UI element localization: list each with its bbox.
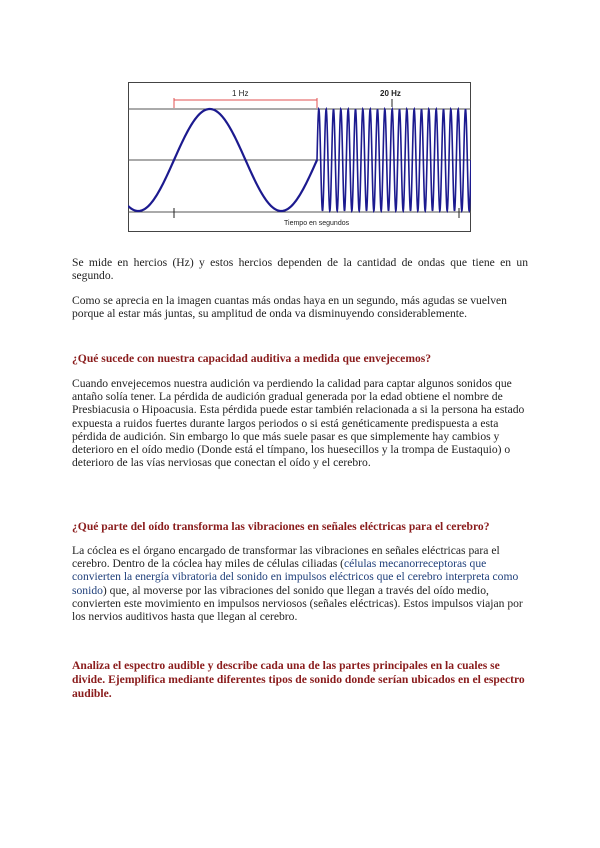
heading-assignment: Analiza el espectro audible y describe cada una de las partes principales en la cuales se divide. Ejemplifica mediante diferentes tipos de sonido donde serían ubicados en el espectro audible. xyxy=(72,659,525,700)
frequency-figure xyxy=(128,82,471,232)
paragraph-cochlea xyxy=(72,544,528,623)
paragraph-hertz: Se mide en hercios (Hz) y estos hercios dependen de la cantidad de ondas que tiene en un segundo. xyxy=(72,256,528,283)
cochlea-text-start: La cóclea es el órgano encargado de transformar las vibraciones en señales eléctricas para el cerebro. Dentro de la cóclea hay miles de células ciliadas ( xyxy=(72,544,500,571)
time-axis-label: Tiempo en segundos xyxy=(284,220,350,227)
cochlea-text-end: ) que, al moverse por las vibraciones del sonido que llegan a través del oído medio, convierten este movimiento en impulsos nerviosos (señales eléctricas). Estos impulsos viajan por los nervios auditivos hasta que llegan al cerebro. xyxy=(72,583,523,624)
heading-aging: ¿Qué sucede con nuestra capacidad auditiva a medida que envejecemos? xyxy=(72,352,432,365)
paragraph-aging: Cuando envejecemos nuestra audición va perdiendo la calidad para captar algunos sonidos que antaño solía tener. La pérdida de audición gradual generada por la edad obtiene el nombre de Presbiacusia o Hipoacusia. Esta pérdida puede estar también relacionada a si la persona ha estado expuesta a ruidos fuertes durante largos periodos o si está genéticamente predispuesta a esta pérdida de audición. Sin embargo lo que más suele pasar es que simplemente hay cambios y deterioro en el oído medio (Donde está el tímpano, los huesecillos y la trompa de Eustaquio) o deterioro de las vías nerviosas que conectan el oído y el cerebro. xyxy=(72,377,525,470)
paragraph-waves: Como se aprecia en la imagen cuantas más ondas haya en un segundo, más agudas se vuelven porque al estar más juntas, su amplitud de onda va disminuyendo considerablemente. xyxy=(72,294,507,321)
frequency-wave-diagram xyxy=(128,82,471,232)
heading-ear-part: ¿Qué parte del oído transforma las vibraciones en señales eléctricas para el cerebro? xyxy=(72,520,490,533)
label-1hz: 1 Hz xyxy=(232,89,249,98)
cilia-definition: células mecanorreceptoras que convierten la energía vibratoria del sonido en impulsos eléctricos que el cerebro interpreta como sonido xyxy=(72,557,519,597)
label-20hz: 20 Hz xyxy=(380,89,401,98)
